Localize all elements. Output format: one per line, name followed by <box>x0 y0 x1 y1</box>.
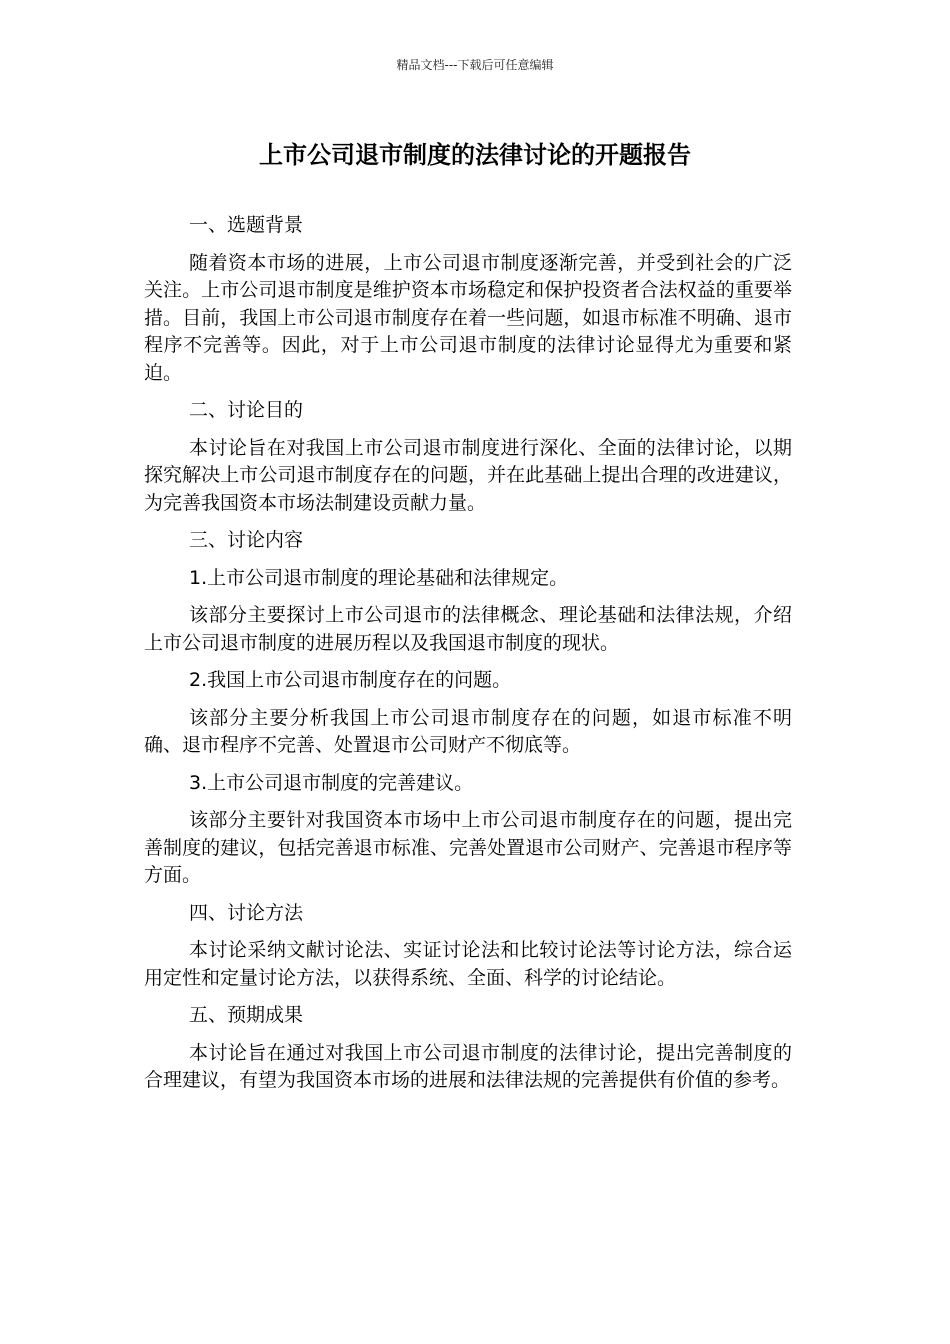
section-heading: 四、讨论方法 <box>189 901 304 924</box>
subsection-title: 3.上市公司退市制度的完善建议。 <box>189 771 474 794</box>
paragraph: 本讨论旨在通过对我国上市公司退市制度的法律讨论，提出完善制度的合理建议，有望为我国资本市场的进展和法律法规的完善提供有价值的参考。 <box>144 1041 792 1091</box>
section-heading: 二、讨论目的 <box>189 399 304 421</box>
subsection-title: 1.上市公司退市制度的理论基础和法律规定。 <box>189 566 569 589</box>
section-heading: 五、预期成果 <box>189 1004 304 1026</box>
document-title: 上市公司退市制度的法律讨论的开题报告 <box>259 141 691 169</box>
paragraph: 随着资本市场的进展，上市公司退市制度逐渐完善，并受到社会的广泛关注。上市公司退市制度是维护资本市场稳定和保护投资者合法权益的重要举措。目前，我国上市公司退市制度存在着一些问题，如退市标准不明确、退市程序不完善等。因此，对于上市公司退市制度的法律讨论显得尤为重要和紧迫。 <box>144 251 792 384</box>
section-heading: 一、选题背景 <box>189 214 304 236</box>
paragraph: 本讨论旨在对我国上市公司退市制度进行深化、全面的法律讨论，以期探究解决上市公司退市制度存在的问题，并在此基础上提出合理的改进建议，为完善我国资本市场法制建设贡献力量。 <box>144 436 792 514</box>
page-header-note: 精品文档---下载后可任意编辑 <box>396 58 554 72</box>
paragraph: 该部分主要探讨上市公司退市的法律概念、理论基础和法律法规，介绍上市公司退市制度的进展历程以及我国退市制度的现状。 <box>144 604 792 654</box>
paragraph: 该部分主要针对我国资本市场中上市公司退市制度存在的问题，提出完善制度的建议，包括完善退市标准、完善处置退市公司财产、完善退市程序等方面。 <box>144 809 792 886</box>
paragraph: 该部分主要分析我国上市公司退市制度存在的问题，如退市标准不明确、退市程序不完善、处置退市公司财产不彻底等。 <box>144 706 792 756</box>
section-heading: 三、讨论内容 <box>189 529 304 551</box>
subsection-title: 2.我国上市公司退市制度存在的问题。 <box>189 669 512 691</box>
document-body <box>144 212 792 1105</box>
paragraph: 本讨论采纳文献讨论法、实证讨论法和比较讨论法等讨论方法，综合运用定性和定量讨论方法，以获得系统、全面、科学的讨论结论。 <box>144 939 792 989</box>
